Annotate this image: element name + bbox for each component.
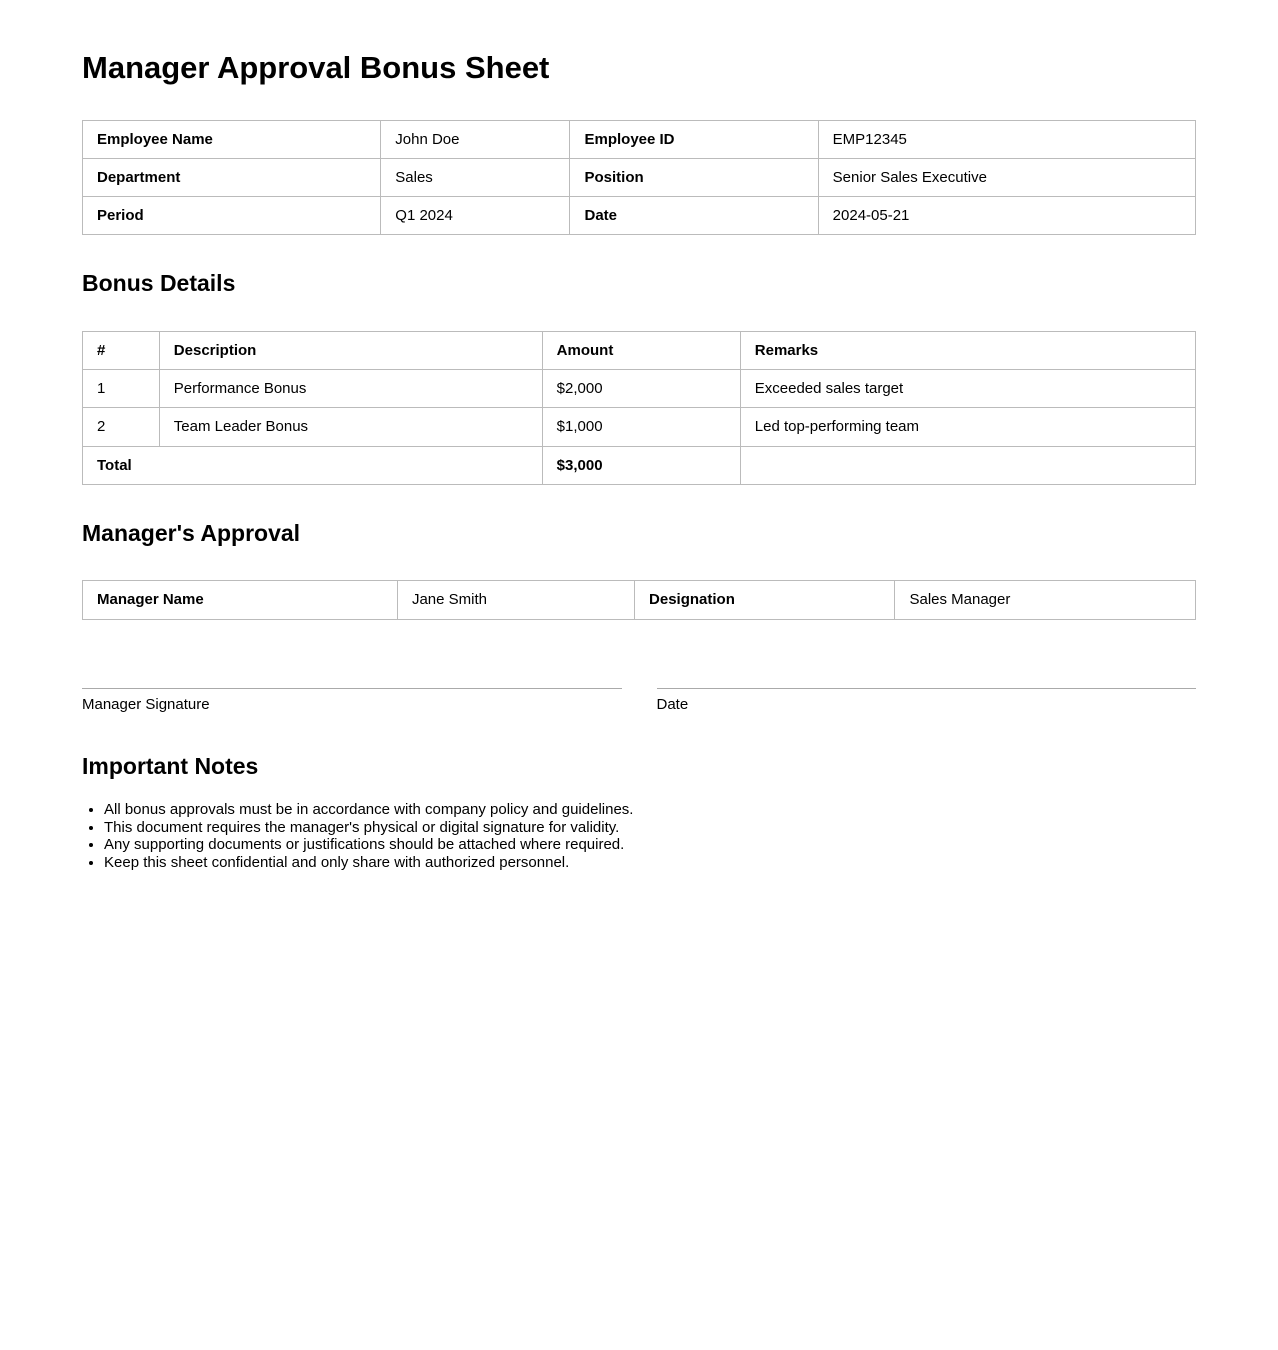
- signature-section: [82, 688, 1196, 713]
- bonus-row-remarks: Led top-performing team: [740, 408, 1195, 446]
- table-row: [83, 408, 1196, 446]
- table-row: [83, 158, 1196, 196]
- position-value: Senior Sales Executive: [818, 158, 1195, 196]
- table-header-row: [83, 331, 1196, 369]
- total-remarks: [740, 446, 1195, 484]
- manager-approval-table: [82, 580, 1196, 619]
- employee-id-value: EMP12345: [818, 120, 1195, 158]
- total-amount: $3,000: [542, 446, 740, 484]
- bonus-row-description: Team Leader Bonus: [159, 408, 542, 446]
- section-heading-manager-approval: Manager's Approval: [82, 519, 301, 546]
- designation-value: Sales Manager: [895, 581, 1196, 619]
- list-item: • This document requires the manager's physical or digital signature for validity.: [104, 819, 1196, 837]
- page-title: Manager Approval Bonus Sheet: [82, 50, 550, 85]
- employee-id-label: Employee ID: [570, 120, 818, 158]
- list-item: • Any supporting documents or justifications should be attached where required.: [104, 836, 1196, 854]
- column-header-remarks: Remarks: [740, 331, 1195, 369]
- bonus-row-amount: $1,000: [542, 408, 740, 446]
- department-label: Department: [83, 158, 381, 196]
- manager-signature-label: Manager Signature: [82, 695, 210, 713]
- section-heading-bonus-details: Bonus Details: [82, 270, 236, 297]
- date-signature-label: Date: [656, 695, 689, 713]
- date-signature-line: [657, 688, 1197, 689]
- manager-signature-block: [82, 688, 622, 713]
- date-label: Date: [570, 197, 818, 235]
- table-row: [83, 120, 1196, 158]
- list-item: • All bonus approvals must be in accordance with company policy and guidelines.: [104, 801, 1196, 819]
- manager-name-label: Manager Name: [83, 581, 398, 619]
- section-heading-important-notes: Important Notes: [82, 752, 259, 779]
- bonus-row-remarks: Exceeded sales target: [740, 370, 1195, 408]
- bonus-row-num: 2: [83, 408, 160, 446]
- total-label: Total: [83, 446, 543, 484]
- period-value: Q1 2024: [381, 197, 570, 235]
- period-label: Period: [83, 197, 381, 235]
- employee-name-value: John Doe: [381, 120, 570, 158]
- bonus-row-amount: $2,000: [542, 370, 740, 408]
- table-row: [83, 370, 1196, 408]
- bonus-details-table: [82, 331, 1196, 485]
- table-row: [83, 581, 1196, 619]
- document-page: [0, 50, 1278, 1350]
- list-item: • Keep this sheet confidential and only share with authorized personnel.: [104, 854, 1196, 872]
- employee-info-table: [82, 120, 1196, 236]
- bonus-row-description: Performance Bonus: [159, 370, 542, 408]
- department-value: Sales: [381, 158, 570, 196]
- designation-label: Designation: [635, 581, 895, 619]
- important-notes-list: [82, 801, 1196, 871]
- column-header-num: #: [83, 331, 160, 369]
- manager-name-value: Jane Smith: [397, 581, 634, 619]
- date-value: 2024-05-21: [818, 197, 1195, 235]
- manager-signature-line: [82, 688, 622, 689]
- date-signature-block: [657, 688, 1197, 713]
- table-row: [83, 197, 1196, 235]
- employee-name-label: Employee Name: [83, 120, 381, 158]
- bonus-row-num: 1: [83, 370, 160, 408]
- column-header-amount: Amount: [542, 331, 740, 369]
- column-header-description: Description: [159, 331, 542, 369]
- table-total-row: [83, 446, 1196, 484]
- position-label: Position: [570, 158, 818, 196]
